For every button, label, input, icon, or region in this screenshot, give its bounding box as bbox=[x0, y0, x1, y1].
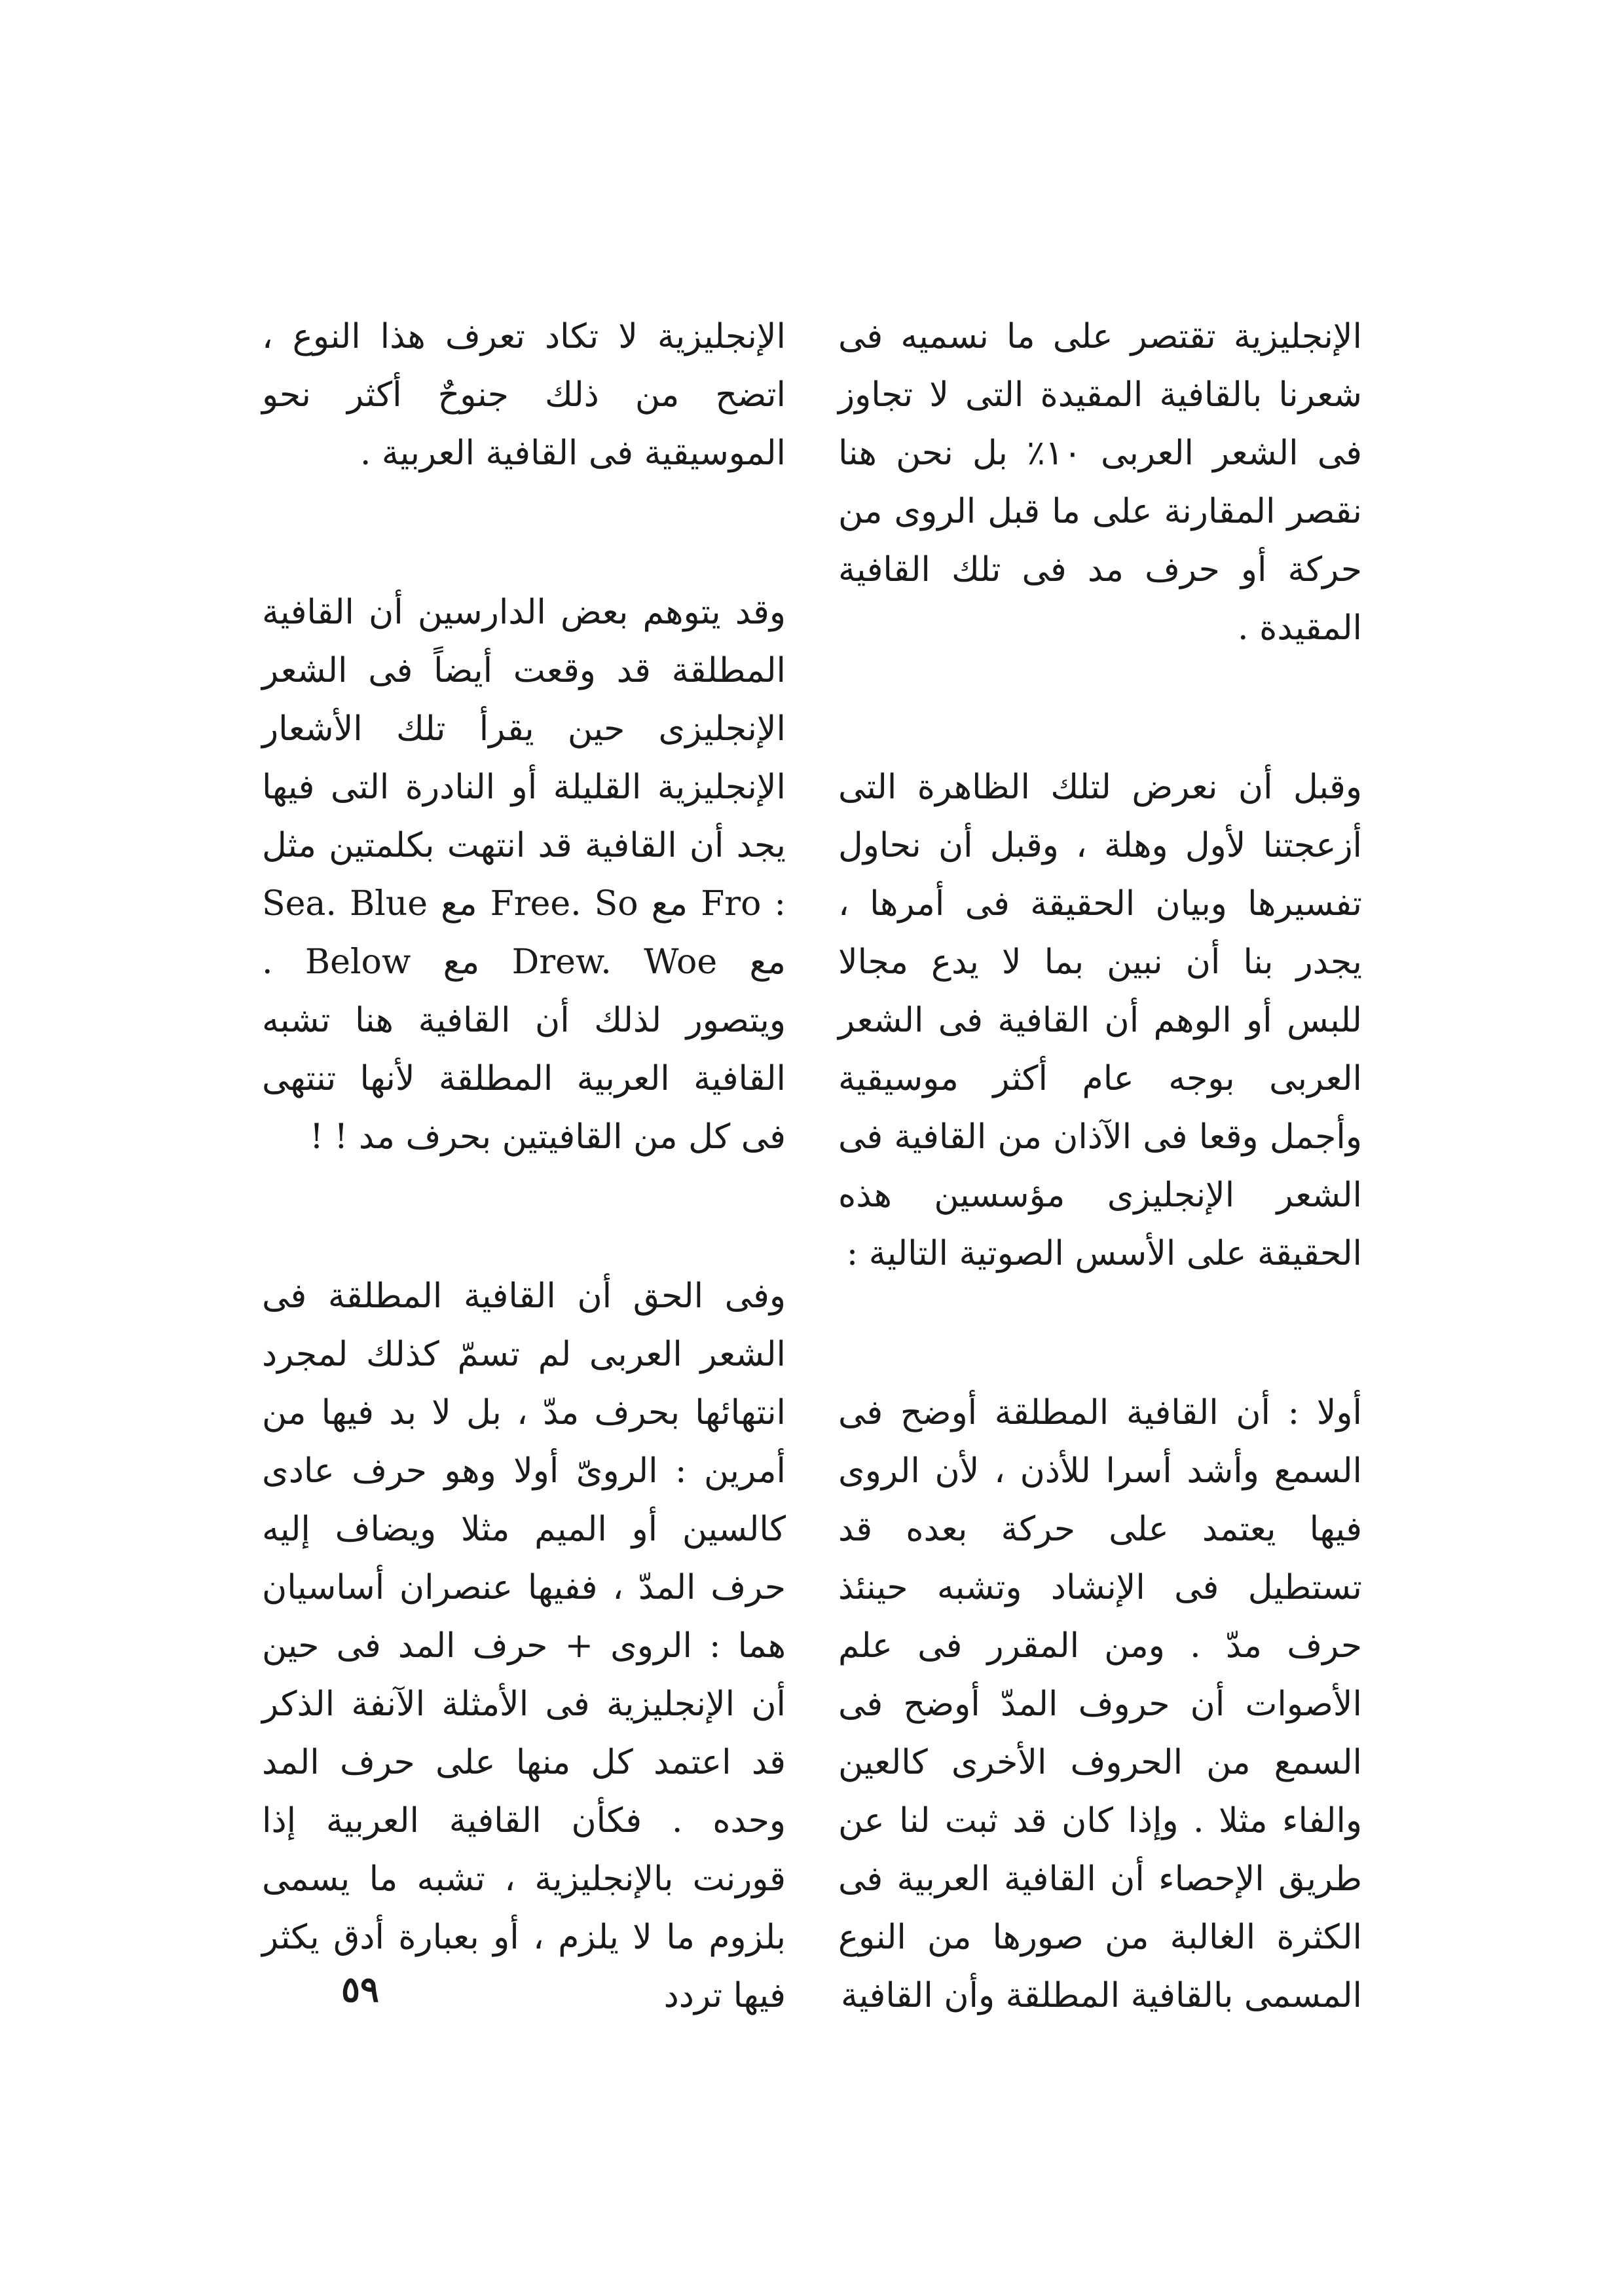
paragraph: الإنجليزية تقتصر على ما نسميه فى شعرنا بالقافية المقيدة التى لا تجاوز فى الشعر العربى ١٠٪ بل نحن هنا نقصر المقارنة على ما قبل الروى من حركة أو حرف مد فى تلك القافية المقيدة . bbox=[838, 317, 1362, 648]
left-column bbox=[262, 308, 786, 2025]
page-number: ٥٩ bbox=[341, 1968, 379, 2010]
paragraph: وقد يتوهم بعض الدارسين أن القافية المطلقة قد وقعت أيضاً فى الشعر الإنجليزى حين يقرأ تلك الأشعار الإنجليزية القليلة أو النادرة التى فيها يجد أن القافية قد انتهت بكلمتين مثل : Fro مع Free. So مع Sea. Blue مع Drew. Woe مع Below . ويتصور لذلك أن القافية هنا تشبه القافية العربية المطلقة لأنها تنتهى فى كل من القافيتين بحرف مد ! ! bbox=[262, 593, 786, 1157]
paragraph: الإنجليزية لا تكاد تعرف هذا النوع ، اتضح من ذلك جنوحٌ أكثر نحو الموسيقية فى القافية العربية . bbox=[262, 317, 786, 473]
paragraph: أولا : أن القافية المطلقة أوضح فى السمع وأشد أسرا للأذن ، لأن الروى فيها يعتمد على حركة بعده قد تستطيل فى الإنشاد وتشبه حينئذ حرف مدّ . ومن المقرر فى علم الأصوات أن حروف المدّ أوضح فى السمع من الحروف الأخرى كالعين والفاء مثلا . وإذا كان قد ثبت لنا عن طريق الإحصاء أن القافية العربية فى الكثرة الغالبة من صورها من النوع المسمى بالقافية المطلقة وأن القافية bbox=[838, 1393, 1362, 2015]
paragraph: وقبل أن نعرض لتلك الظاهرة التى أزعجتنا لأول وهلة ، وقبل أن نحاول تفسيرها وبيان الحقيقة فى أمرها ، يجدر بنا أن نبين بما لا يدع مجالا للبس أو الوهم أن القافية فى الشعر العربى بوجه عام أكثر موسيقية وأجمل وقعا فى الآذان من القافية فى الشعر الإنجليزى مؤسسين هذه الحقيقة على الأسس الصوتية التالية : bbox=[838, 768, 1362, 1273]
right-column bbox=[838, 308, 1362, 2025]
paragraph: وفى الحق أن القافية المطلقة فى الشعر العربى لم تسمّ كذلك لمجرد انتهائها بحرف مدّ ، بل لا بد فيها من أمرين : الروىّ أولا وهو حرف عادى كالسين أو الميم مثلا ويضاف إليه حرف المدّ ، ففيها عنصران أساسيان هما : الروى + حرف المد فى حين أن الإنجليزية فى الأمثلة الآنفة الذكر قد اعتمد كل منها على حرف المد وحده . فكأن القافية العربية إذا قورنت بالإنجليزية ، تشبه ما يسمى بلزوم ما لا يلزم ، أو بعبارة أدق يكثر فيها تردد bbox=[262, 1277, 786, 2015]
